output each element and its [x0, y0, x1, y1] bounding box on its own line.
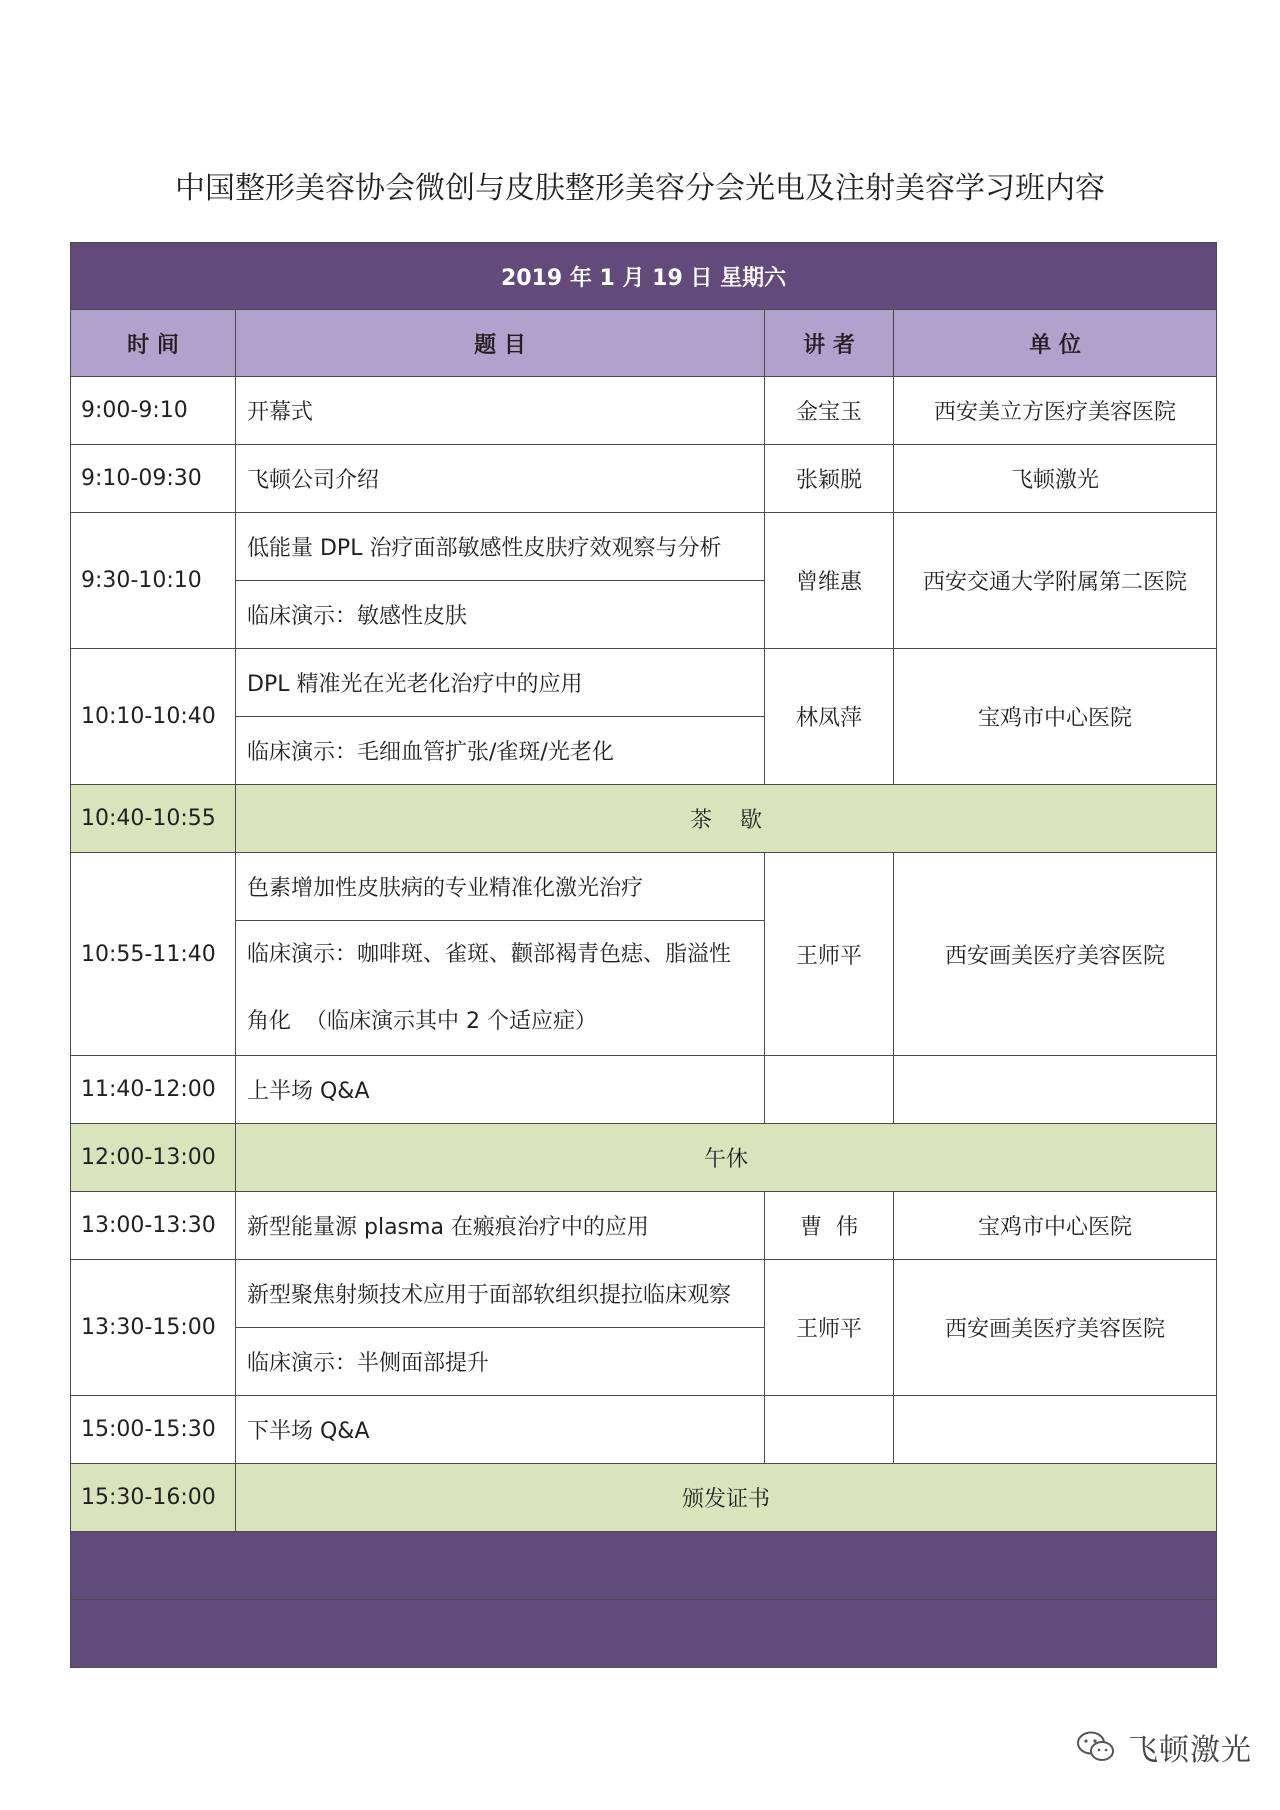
topic-line: 角化 （临床演示其中 2 个适应症）: [247, 1009, 597, 1034]
speaker-cell: 林凤萍: [765, 649, 894, 785]
table-row: [71, 649, 1217, 717]
break-label: 茶 歇: [236, 785, 1217, 853]
topic-cell: 开幕式: [236, 377, 765, 445]
time-cell: 12:00-13:00: [71, 1124, 236, 1192]
topic-cell: 临床演示：半侧面部提升: [236, 1328, 765, 1396]
time-cell: 11:40-12:00: [71, 1056, 236, 1124]
speaker-cell: 王师平: [765, 853, 894, 1056]
speaker-cell: [765, 1396, 894, 1464]
header-row: [71, 310, 1217, 377]
unit-cell: 西安交通大学附属第二医院: [894, 513, 1217, 649]
time-cell: 13:00-13:30: [71, 1192, 236, 1260]
header-unit: 单 位: [894, 310, 1217, 377]
table-row: [71, 377, 1217, 445]
table-row: [71, 445, 1217, 513]
time-cell: 9:30-10:10: [71, 513, 236, 649]
header-speaker: 讲 者: [765, 310, 894, 377]
footer-bar-cell: [71, 1532, 1217, 1600]
unit-cell: 宝鸡市中心医院: [894, 1192, 1217, 1260]
topic-cell: 色素增加性皮肤病的专业精准化激光治疗: [236, 853, 765, 921]
break-label: 午休: [236, 1124, 1217, 1192]
break-label: 颁发证书: [236, 1464, 1217, 1532]
speaker-cell: 曾维惠: [765, 513, 894, 649]
time-cell: 15:00-15:30: [71, 1396, 236, 1464]
header-topic: 题 目: [236, 310, 765, 377]
unit-cell: 飞顿激光: [894, 445, 1217, 513]
time-cell: 10:55-11:40: [71, 853, 236, 1056]
speaker-cell: 金宝玉: [765, 377, 894, 445]
topic-cell: 上半场 Q&A: [236, 1056, 765, 1124]
unit-cell: [894, 1396, 1217, 1464]
topic-cell: [236, 921, 765, 1056]
footer-bar-cell: [71, 1600, 1217, 1668]
break-row: [71, 1464, 1217, 1532]
footer-bar: [71, 1600, 1217, 1668]
speaker-cell: 王师平: [765, 1260, 894, 1396]
time-cell: 9:00-9:10: [71, 377, 236, 445]
table-row: [71, 1056, 1217, 1124]
table-row: [71, 513, 1217, 581]
date-row: [71, 243, 1217, 310]
watermark: [1076, 1725, 1252, 1769]
topic-cell: 下半场 Q&A: [236, 1396, 765, 1464]
date-cell: 2019 年 1 月 19 日 星期六: [71, 243, 1217, 310]
wechat-icon: [1076, 1730, 1116, 1764]
speaker-cell: 张颖脱: [765, 445, 894, 513]
time-cell: 15:30-16:00: [71, 1464, 236, 1532]
speaker-cell: [765, 1056, 894, 1124]
topic-cell: DPL 精准光在光老化治疗中的应用: [236, 649, 765, 717]
topic-line: 临床演示：咖啡斑、雀斑、颧部褐青色痣、脂溢性: [247, 942, 732, 967]
break-row: [71, 1124, 1217, 1192]
topic-cell: 低能量 DPL 治疗面部敏感性皮肤疗效观察与分析: [236, 513, 765, 581]
unit-cell: 西安画美医疗美容医院: [894, 1260, 1217, 1396]
table-row: [71, 853, 1217, 921]
watermark-text: 飞顿激光: [1128, 1733, 1252, 1768]
unit-cell: 西安画美医疗美容医院: [894, 853, 1217, 1056]
time-cell: 10:10-10:40: [71, 649, 236, 785]
unit-cell: [894, 1056, 1217, 1124]
break-row: [71, 785, 1217, 853]
time-cell: 10:40-10:55: [71, 785, 236, 853]
schedule-table: [70, 242, 1217, 1668]
topic-cell: 新型聚焦射频技术应用于面部软组织提拉临床观察: [236, 1260, 765, 1328]
page-title: 中国整形美容协会微创与皮肤整形美容分会光电及注射美容学习班内容: [175, 171, 1105, 206]
unit-cell: 西安美立方医疗美容医院: [894, 377, 1217, 445]
table-row: [71, 1396, 1217, 1464]
topic-cell: 临床演示：毛细血管扩张/雀斑/光老化: [236, 717, 765, 785]
speaker-cell: 曹 伟: [765, 1192, 894, 1260]
unit-cell: 宝鸡市中心医院: [894, 649, 1217, 785]
table-row: [71, 1260, 1217, 1328]
table-row: [71, 1192, 1217, 1260]
topic-cell: 飞顿公司介绍: [236, 445, 765, 513]
topic-cell: 临床演示：敏感性皮肤: [236, 581, 765, 649]
footer-bar: [71, 1532, 1217, 1600]
time-cell: 13:30-15:00: [71, 1260, 236, 1396]
topic-cell: 新型能量源 plasma 在瘢痕治疗中的应用: [236, 1192, 765, 1260]
header-time: 时 间: [71, 310, 236, 377]
time-cell: 9:10-09:30: [71, 445, 236, 513]
